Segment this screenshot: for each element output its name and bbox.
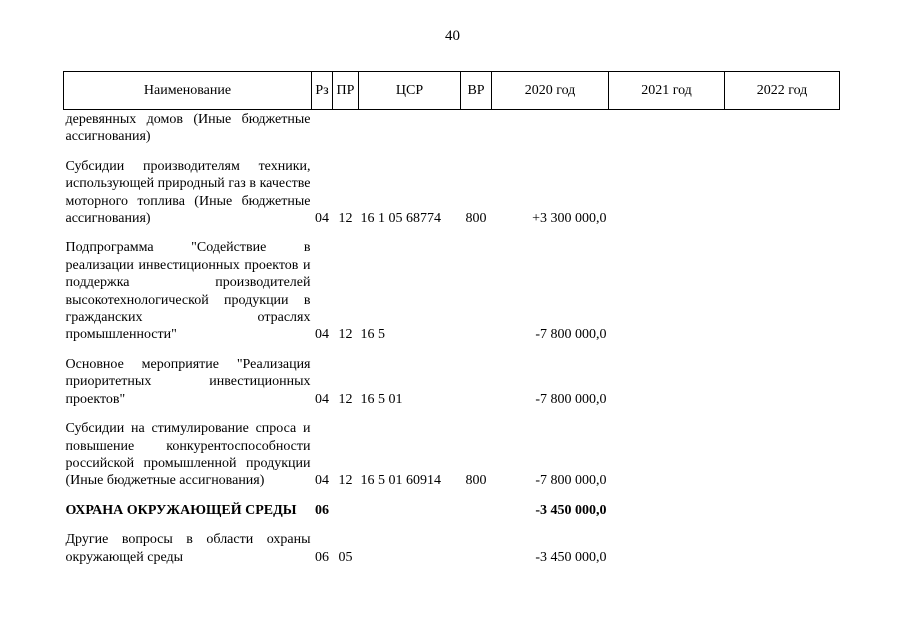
row-2021 (609, 110, 725, 146)
row-vr (461, 502, 492, 519)
row-csr (359, 110, 461, 146)
spacer-cell (64, 146, 840, 158)
row-pr (333, 502, 359, 519)
row-spacer (64, 344, 840, 356)
row-spacer (64, 227, 840, 239)
table-row (64, 239, 840, 343)
row-name: деревянных домов (Иные бюджетные ассигнования) (65, 112, 311, 145)
header-row (64, 72, 840, 110)
row-name: Основное мероприятие "Реализация приоритетных инвестиционных проектов" (65, 356, 311, 407)
row-pr (333, 110, 359, 146)
row-2022 (725, 239, 840, 343)
row-2021 (609, 502, 725, 519)
header-rz: Рз (312, 72, 333, 110)
row-2021 (609, 239, 725, 343)
row-spacer (64, 519, 840, 531)
table-row (64, 420, 840, 490)
row-vr (461, 110, 492, 146)
row-csr: 16 5 (360, 327, 385, 343)
row-2020: +3 300 000,0 (532, 211, 607, 227)
row-name: Подпрограмма "Содействие в реализации инвестиционных проектов и поддержка производителей высокотехнологической продукции в гражданских отраслях промышленности" (65, 240, 311, 343)
row-name: Субсидии на стимулирование спроса и повышение конкурентоспособности российской промышленной продукции (Иные бюджетные ассигнования) (65, 421, 311, 489)
header-2020: 2020 год (492, 72, 609, 110)
row-2022 (725, 502, 840, 519)
row-spacer (64, 408, 840, 420)
row-pr: 12 (338, 211, 353, 227)
row-2021 (609, 420, 725, 490)
row-vr (461, 531, 492, 566)
row-2022 (725, 158, 840, 228)
row-rz: 04 (315, 473, 329, 489)
row-2021 (609, 158, 725, 228)
spacer-cell (64, 490, 840, 502)
row-rz: 04 (315, 391, 329, 407)
row-pr: 12 (338, 327, 353, 343)
row-2022 (725, 110, 840, 146)
row-2022 (725, 356, 840, 408)
table-row (64, 158, 840, 228)
table-row (64, 502, 840, 519)
row-rz: 06 (315, 502, 329, 518)
table-row (64, 531, 840, 566)
row-pr: 12 (338, 391, 353, 407)
spacer-cell (64, 408, 840, 420)
row-vr (461, 356, 492, 408)
row-spacer (64, 490, 840, 502)
row-2020: -7 800 000,0 (535, 473, 607, 489)
row-csr (359, 531, 461, 566)
row-csr: 16 1 05 68774 (360, 211, 441, 227)
row-2020: -7 800 000,0 (535, 327, 607, 343)
row-vr: 800 (465, 211, 487, 227)
table-header (64, 72, 840, 110)
row-vr (461, 239, 492, 343)
row-pr: 12 (338, 473, 353, 489)
header-name: Наименование (64, 72, 312, 110)
row-spacer (64, 146, 840, 158)
spacer-cell (64, 344, 840, 356)
table-row (64, 110, 840, 146)
header-2022: 2022 год (725, 72, 840, 110)
row-2020: -7 800 000,0 (535, 391, 607, 407)
header-vr: ВР (461, 72, 492, 110)
row-rz: 04 (315, 327, 329, 343)
row-2020 (492, 110, 609, 146)
row-name: Субсидии производителям техники, использующей природный газ в качестве моторного топлива (Иные бюджетные ассигнования) (65, 158, 311, 227)
header-csr: ЦСР (359, 72, 461, 110)
budget-table (63, 71, 840, 566)
row-name: Другие вопросы в области охраны окружающей среды (65, 532, 311, 565)
row-2022 (725, 531, 840, 566)
row-vr: 800 (465, 473, 487, 489)
header-2021: 2021 год (609, 72, 725, 110)
row-2021 (609, 356, 725, 408)
row-2020: -3 450 000,0 (535, 502, 607, 518)
page-number: 40 (445, 28, 460, 44)
spacer-cell (64, 227, 840, 239)
row-rz: 06 (315, 549, 329, 565)
table-row (64, 356, 840, 408)
row-rz (312, 110, 333, 146)
row-csr (359, 502, 461, 519)
row-csr: 16 5 01 (360, 391, 403, 407)
table-body (64, 110, 840, 566)
spacer-cell (64, 519, 840, 531)
row-2020: -3 450 000,0 (535, 549, 607, 565)
row-csr: 16 5 01 60914 (360, 473, 441, 489)
row-name: ОХРАНА ОКРУЖАЮЩЕЙ СРЕДЫ (65, 502, 297, 518)
row-rz: 04 (315, 211, 329, 227)
header-pr: ПР (333, 72, 359, 110)
row-2021 (609, 531, 725, 566)
row-2022 (725, 420, 840, 490)
row-pr: 05 (338, 549, 353, 565)
